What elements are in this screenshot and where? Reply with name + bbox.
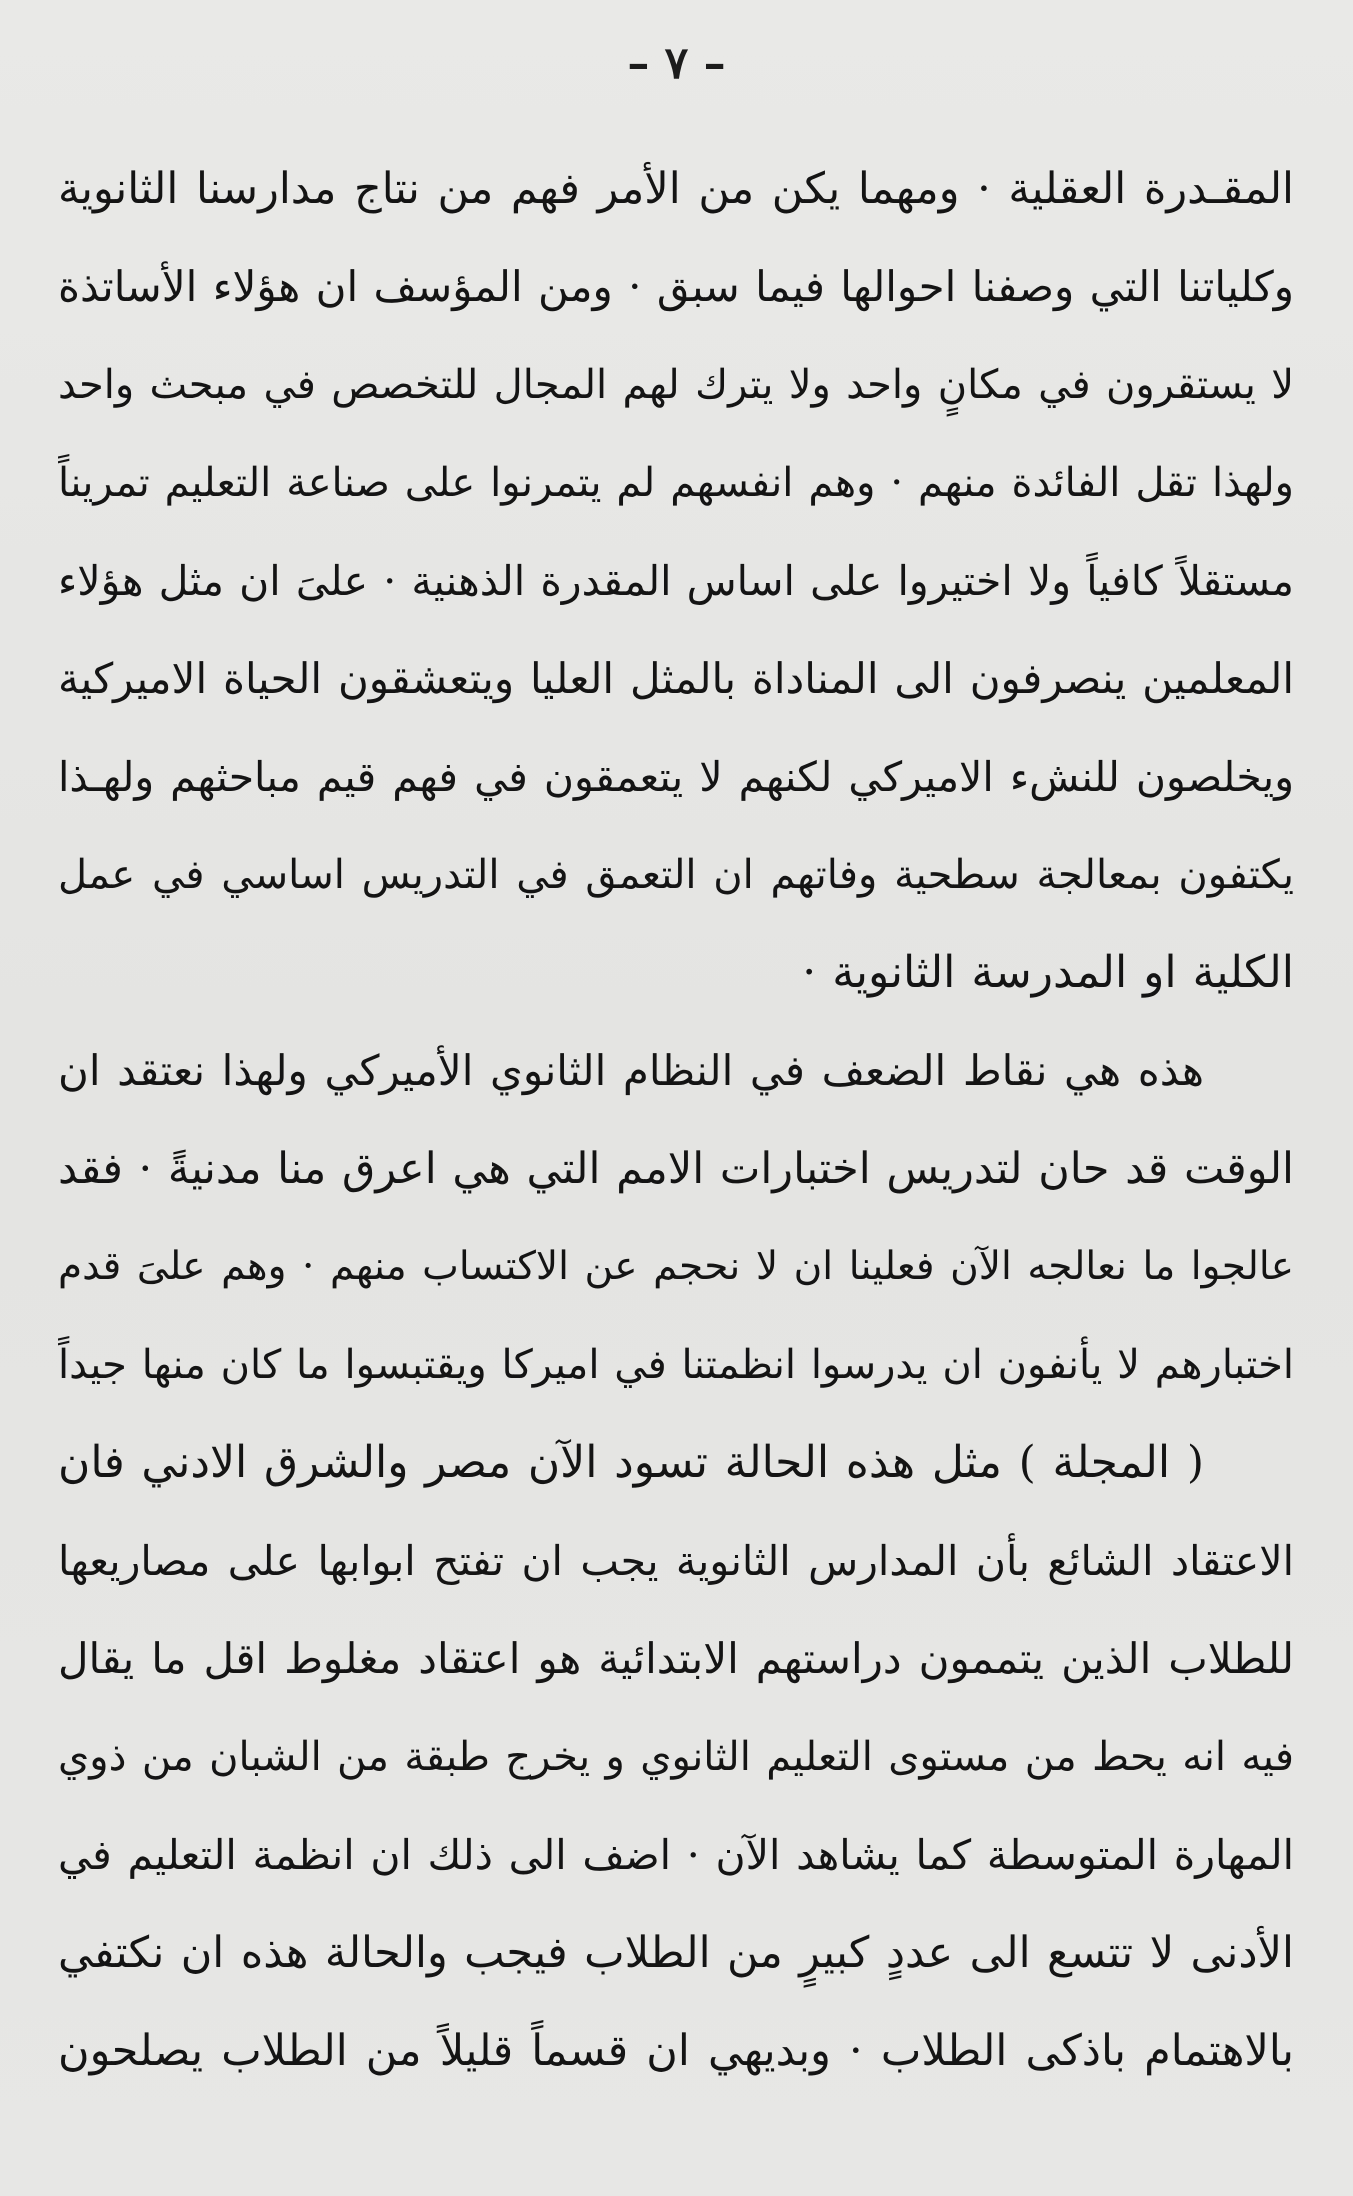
text-line: المهارة المتوسطة كما يشاهد الآن · اضف الى ذلك ان انظمة التعليم في: [58, 1831, 1294, 1879]
page-number: – ٧ –: [627, 38, 726, 89]
text-line: عالجوا ما نعالجه الآن فعلينا ان لا نحجم عن الاكتساب منهم · وهم علىَ قدم: [58, 1244, 1294, 1289]
text-line: ولهذا تقل الفائدة منهم · وهم انفسهم لم يتمرنوا على صناعة التعليم تمريناً: [58, 460, 1294, 506]
text-line: الأدنى لا تتسع الى عددٍ كبيرٍ من الطلاب فيجب والحالة هذه ان نكتفي: [58, 1928, 1294, 1978]
article-text: [58, 140, 1294, 2100]
text-line: الاعتقاد الشائع بأن المدارس الثانوية يجب ان تفتح ابوابها على مصاريعها: [58, 1537, 1294, 1585]
text-line: المقـدرة العقلية · ومهما يكن من الأمر فهم من نتاج مدارسنا الثانوية: [58, 164, 1294, 214]
text-line: فيه انه يحط من مستوى التعليم الثانوي و يخرج طبقة من الشبان من ذوي: [58, 1734, 1294, 1780]
text-line: الكلية او المدرسة الثانوية ·: [802, 947, 1294, 998]
text-line: هذه هي نقاط الضعف في النظام الثانوي الأميركي ولهذا نعتقد ان: [58, 1046, 1204, 1095]
text-line: بالاهتمام باذكى الطلاب · وبديهي ان قسماً قليلاً من الطلاب يصلحون: [58, 2026, 1294, 2076]
text-line: لا يستقرون في مكانٍ واحد ولا يترك لهم المجال للتخصص في مبحث واحد: [58, 362, 1294, 408]
text-line: ( المجلة ) مثل هذه الحالة تسود الآن مصر والشرق الادني فان: [58, 1437, 1204, 1488]
text-line: الوقت قد حان لتدريس اختبارات الامم التي هي اعرق منا مدنيةً · فقد: [58, 1144, 1294, 1194]
text-line: ويخلصون للنشء الاميركي لكنهم لا يتعمقون في فهم قيم مباحثهم ولهـذا: [58, 753, 1294, 801]
text-line: مستقلاً كافياً ولا اختيروا على اساس المقدرة الذهنية · علىَ ان مثل هؤلاء: [58, 557, 1294, 605]
text-line: وكلياتنا التي وصفنا احوالها فيما سبق · ومن المؤسف ان هؤلاء الأساتذة: [58, 262, 1294, 311]
text-line: اختبارهم لا يأنفون ان يدرسوا انظمتنا في اميركا ويقتبسوا ما كان منها جيداً: [58, 1342, 1294, 1388]
text-line: المعلمين ينصرفون الى المناداة بالمثل العليا ويتعشقون الحياة الاميركية: [58, 654, 1294, 703]
text-line: يكتفون بمعالجة سطحية وفاتهم ان التعمق في التدريس اساسي في عمل: [58, 852, 1294, 898]
text-line: للطلاب الذين يتممون دراستهم الابتدائية هو اعتقاد مغلوط اقل ما يقال: [58, 1634, 1294, 1683]
